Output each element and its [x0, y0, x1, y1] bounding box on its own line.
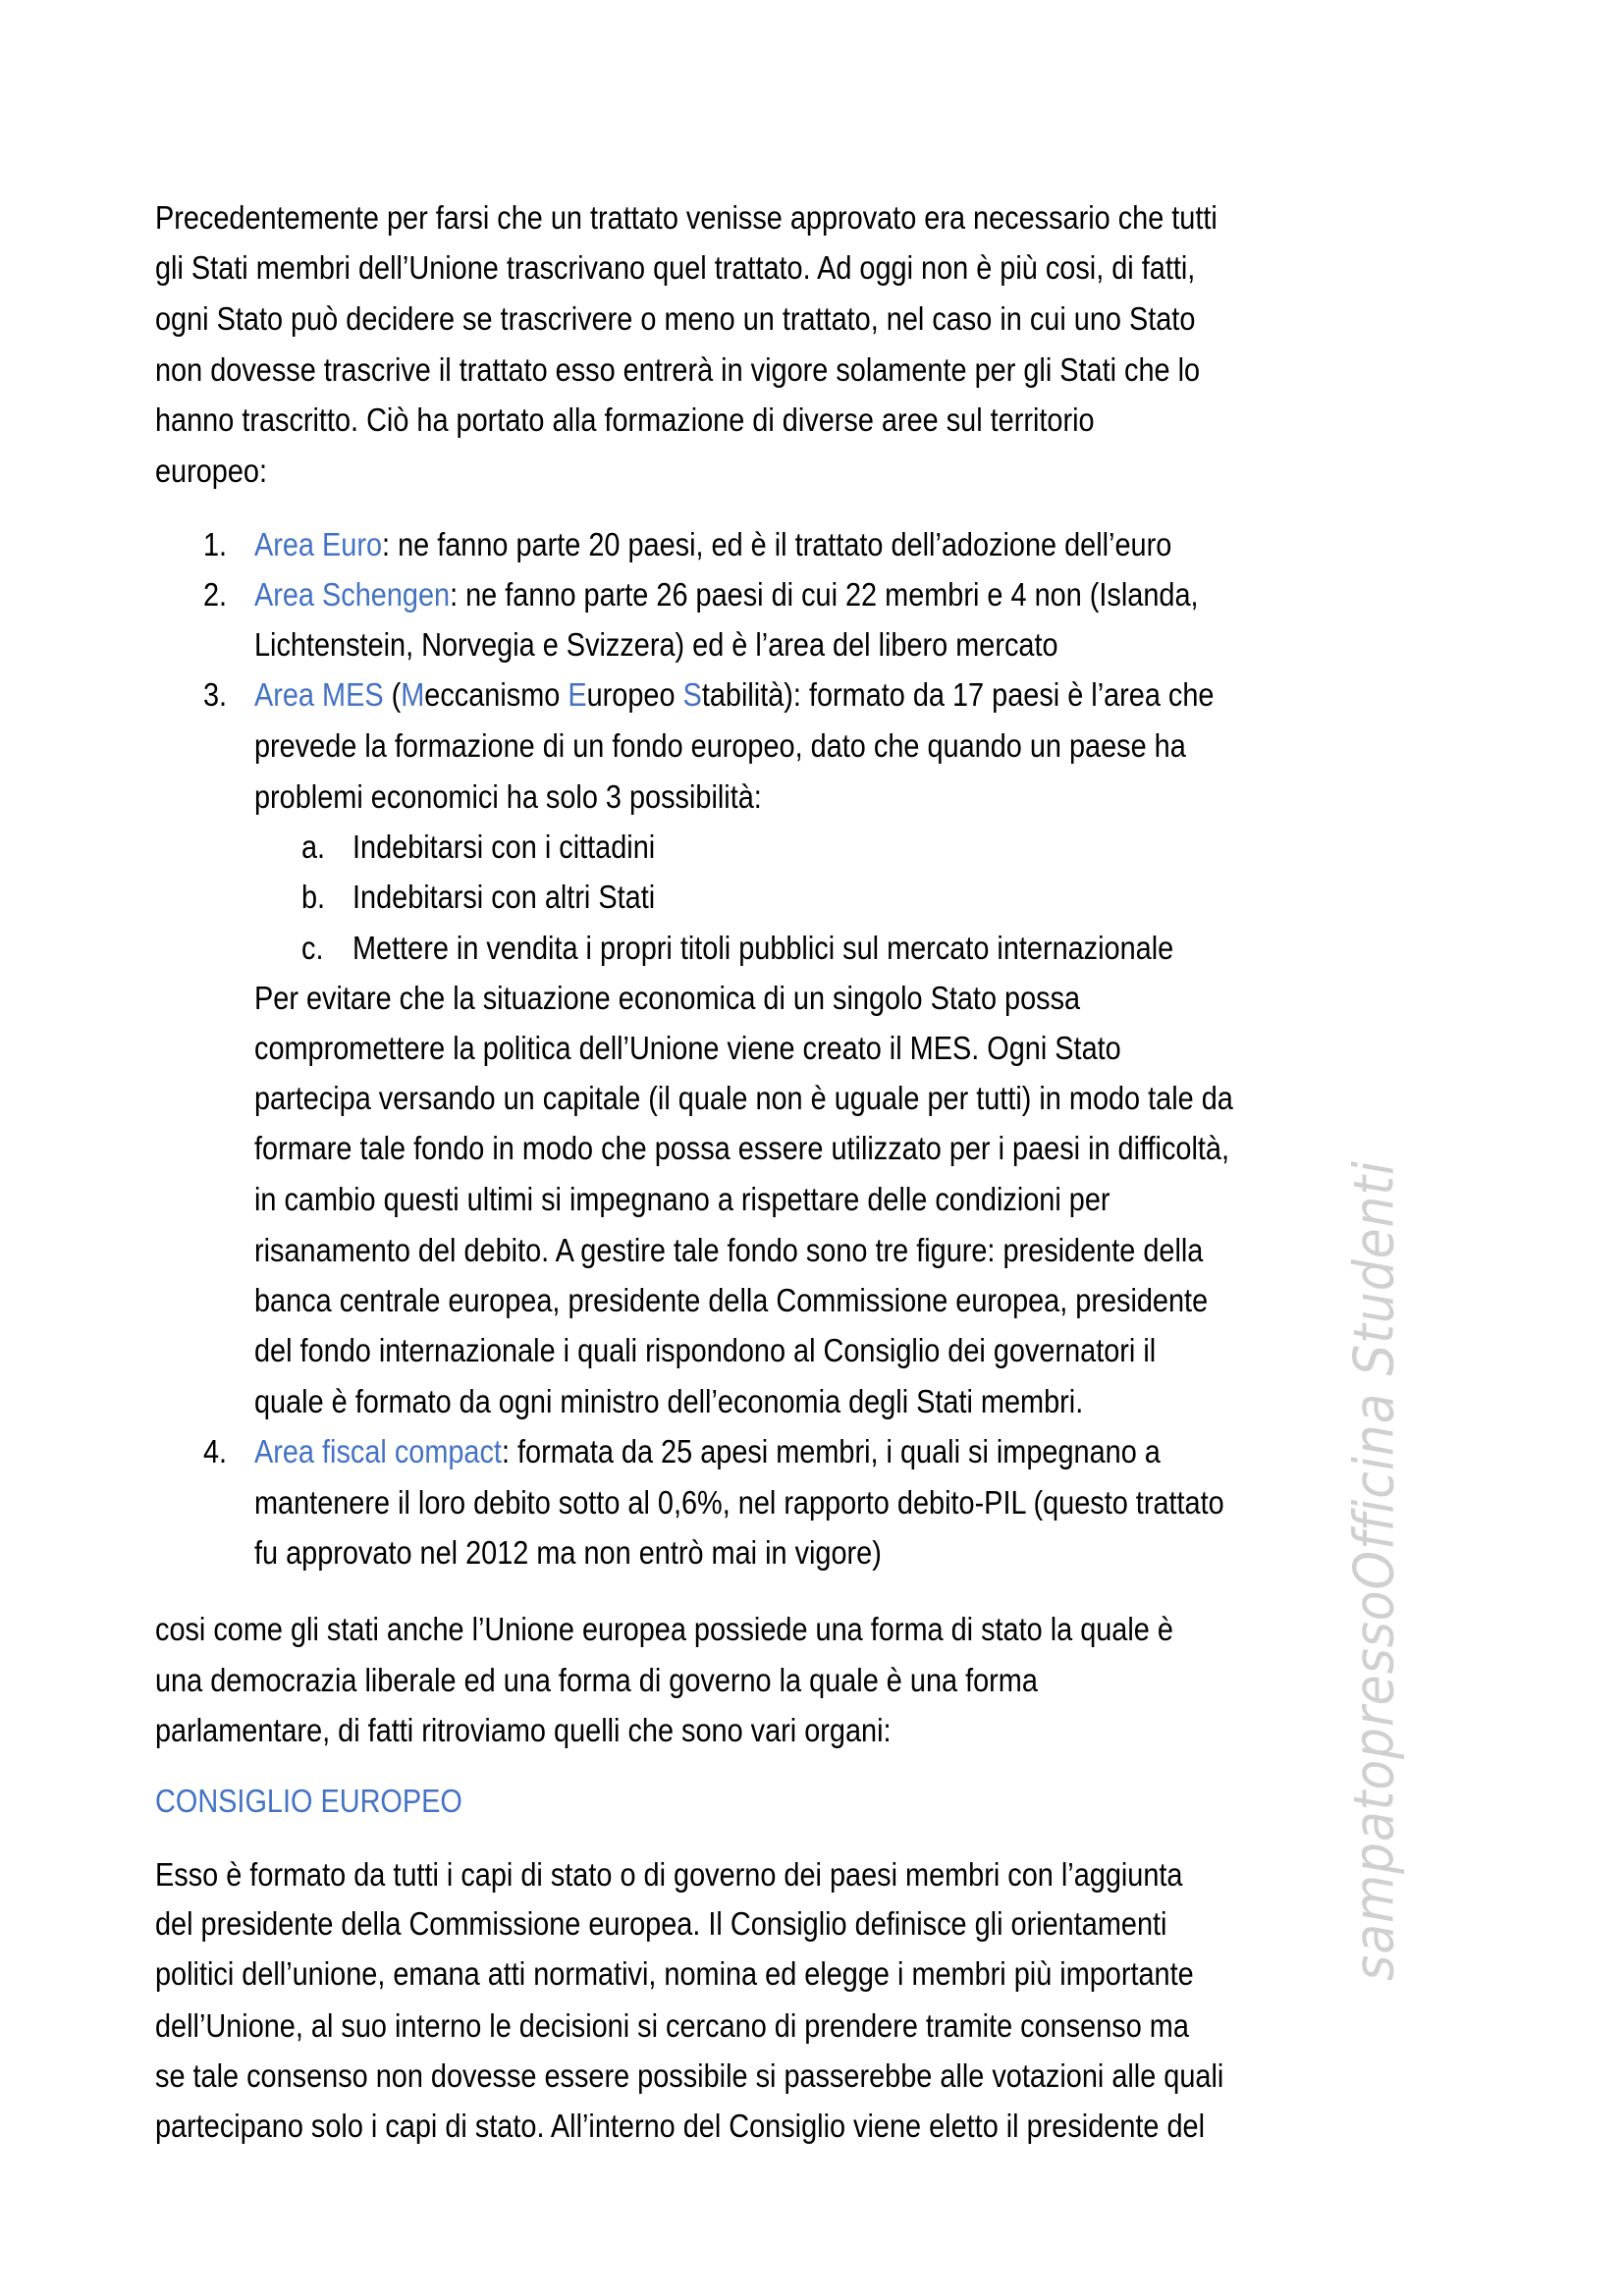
area-title: Area MES — [254, 676, 384, 713]
list-item-text — [254, 525, 1171, 564]
list-item-continuation: Lichtenstein, Norvegia e Svizzera) ed è l’area del libero mercato — [254, 626, 1058, 663]
list-item-continuation: fu approvato nel 2012 ma non entrò mai in vigore) — [254, 1534, 882, 1571]
paren-open: ( — [383, 676, 402, 713]
area-description: : ne fanno parte 26 paesi di cui 22 membri e 4 non (Islanda, — [450, 576, 1199, 613]
sub-list-item: Mettere in vendita i propri titoli pubblici sul mercato internazionale — [352, 930, 1174, 966]
list-item-text — [254, 675, 1214, 715]
list-item-text — [254, 575, 1199, 614]
intro-line: hanno trascritto. Ciò ha portato alla formazione di diverse aree sul territorio — [155, 401, 1095, 438]
list-number: 3. — [203, 676, 228, 713]
sub-list-item: Indebitarsi con altri Stati — [352, 879, 656, 915]
intro-line: ogni Stato può decidere se trascrivere o meno un trattato, nel caso in cui uno Stato — [155, 300, 1196, 337]
mes-explanation-line: formare tale fondo in modo che possa essere utilizzato per i paesi in difficoltà, — [254, 1130, 1229, 1166]
intro-line: gli Stati membri dell’Unione trascrivano quel trattato. Ad oggi non è più cosi, di fatti, — [155, 249, 1196, 286]
intro-line: europeo: — [155, 453, 267, 489]
section-line: se tale consenso non dovesse essere possibile si passerebbe alle votazioni alle quali — [155, 2057, 1224, 2094]
area-title: Area Schengen — [254, 576, 451, 613]
list-item-continuation: prevede la formazione di un fondo europeo, dato che quando un paese ha — [254, 727, 1186, 764]
area-title: Area Euro — [254, 526, 383, 562]
area-description: : ne fanno parte 20 paesi, ed è il trattato dell’adozione dell’euro — [382, 526, 1172, 562]
intro-line: non dovesse trascrive il trattato esso entrerà in vigore solamente per gli Stati che lo — [155, 351, 1201, 388]
sub-list-letter: a. — [301, 828, 326, 865]
acronym-word: tabilità): formato da 17 paesi è l’area che — [701, 676, 1215, 713]
acronym-letter-s: S — [682, 676, 702, 713]
mes-explanation-line: risanamento del debito. A gestire tale fondo sono tre figure: presidente della — [254, 1232, 1204, 1268]
mes-explanation-line: partecipa versando un capitale (il quale non è uguale per tutti) in modo tale da — [254, 1080, 1233, 1116]
list-item-continuation: problemi economici ha solo 3 possibilità: — [254, 778, 762, 815]
list-item-continuation: mantenere il loro debito sotto al 0,6%, nel rapporto debito-PIL (questo trattato — [254, 1484, 1224, 1521]
section-line: del presidente della Commissione europea. Il Consiglio definisce gli orientamenti — [155, 1905, 1167, 1942]
sub-list-letter: b. — [301, 879, 326, 915]
sub-list-letter: c. — [301, 930, 324, 966]
area-description: : formata da 25 apesi membri, i quali si impegnano a — [501, 1433, 1161, 1469]
section-line: Esso è formato da tutti i capi di stato o di governo dei paesi membri con l’aggiunta — [155, 1856, 1183, 1893]
section-line: politici dell’unione, emana atti normativi, nomina ed elegge i membri più importante — [155, 1955, 1194, 1992]
mes-explanation-line: del fondo internazionale i quali rispondono al Consiglio dei governatori il — [254, 1332, 1157, 1368]
list-number: 4. — [203, 1433, 228, 1469]
acronym-word: uropeo — [586, 676, 683, 713]
section-line: partecipano solo i capi di stato. All’interno del Consiglio viene eletto il presidente del — [155, 2108, 1206, 2144]
closing-line: parlamentare, di fatti ritroviamo quelli che sono vari organi: — [155, 1712, 892, 1748]
mes-explanation-line: in cambio questi ultimi si impegnano a rispettare delle condizioni per — [254, 1181, 1110, 1217]
sub-list-item: Indebitarsi con i cittadini — [352, 828, 656, 865]
area-title: Area fiscal compact — [254, 1433, 502, 1469]
intro-line: Precedentemente per farsi che un trattato venisse approvato era necessario che tutti — [155, 199, 1218, 236]
acronym-word: eccanismo — [424, 676, 568, 713]
closing-line: cosi come gli stati anche l’Unione europea possiede una forma di stato la quale è — [155, 1611, 1173, 1647]
mes-explanation-line: quale è formato da ogni ministro dell’economia degli Stati membri. — [254, 1383, 1084, 1419]
closing-line: una democrazia liberale ed una forma di governo la quale è una forma — [155, 1662, 1038, 1698]
mes-explanation-line: Per evitare che la situazione economica di un singolo Stato possa — [254, 980, 1081, 1016]
list-number: 2. — [203, 576, 228, 613]
mes-explanation-line: compromettere la politica dell’Unione viene creato il MES. Ogni Stato — [254, 1030, 1121, 1066]
acronym-letter-e: E — [568, 676, 587, 713]
list-number: 1. — [203, 526, 228, 562]
section-line: dell’Unione, al suo interno le decisioni si cercano di prendere tramite consenso ma — [155, 2007, 1189, 2044]
watermark: sampatopressoOfficina Studenti — [1342, 1160, 1407, 1981]
section-heading: CONSIGLIO EUROPEO — [155, 1783, 462, 1819]
acronym-letter-m: M — [401, 676, 425, 713]
list-item-text — [254, 1432, 1161, 1471]
mes-explanation-line: banca centrale europea, presidente della Commissione europea, presidente — [254, 1282, 1209, 1318]
